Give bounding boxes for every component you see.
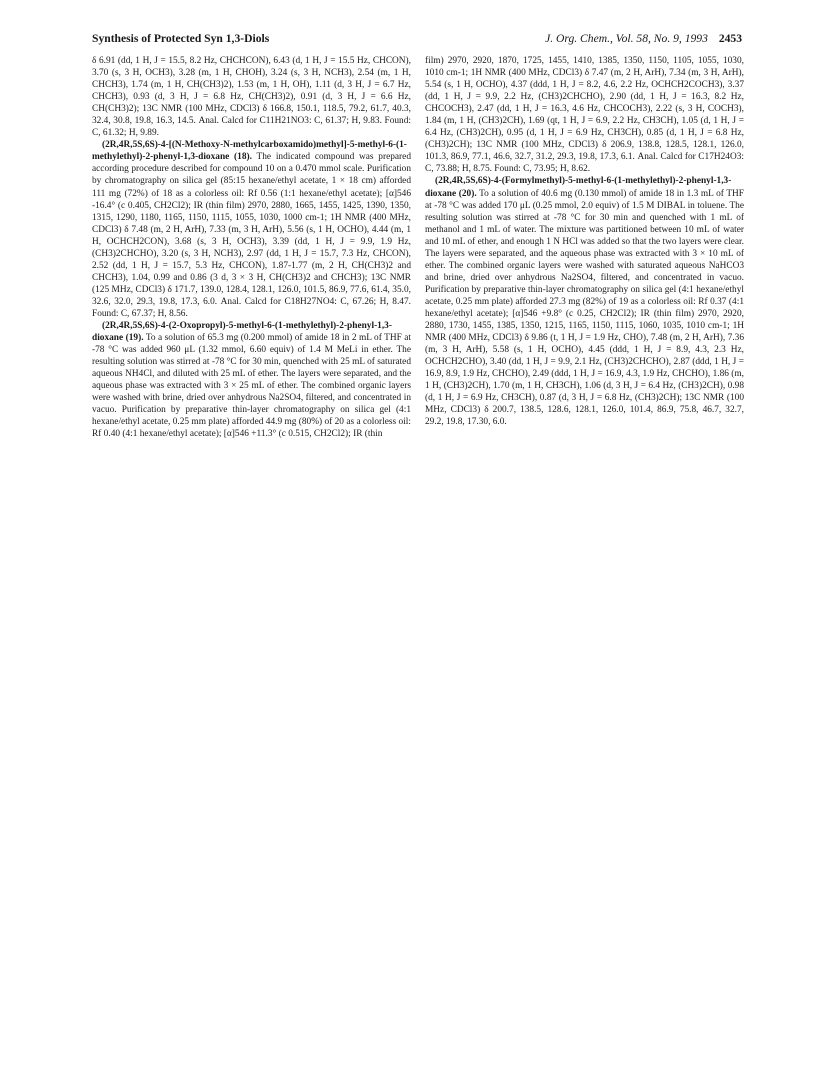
page-header bbox=[92, 32, 742, 50]
paragraph-continued: δ 6.91 (dd, 1 H, J = 15.5, 8.2 Hz, CHCHCON), 6.43 (d, 1 H, J = 15.5 Hz, CHCON), 3.70 (s, 3 H, OCH3), 3.28 (m, 1 H, CHOH), 3.24 (s, 3 H, NCH3), 2.54 (m, 1 H, CHCH3), 1.74 (m, 1 H, CH(CH3)2), 1.53 (m, 1 H, OH), 1.11 (d, 3 H, J = 6.7 Hz, CHCH3), 0.93 (d, 3 H, J = 6.8 Hz, CH(CH3)2), 0.91 (d, 3 H, J = 6.6 Hz, CH(CH3)2); 13C NMR (100 MHz, CDCl3) δ 166.8, 150.1, 118.5, 79.2, 61.7, 40.3, 32.4, 30.8, 19.8, 16.3, 14.5. Anal. Calcd for C11H21NO3: C, 61.37; H, 9.83. Found: C, 61.32; H, 9.89. bbox=[92, 56, 411, 139]
paragraph-body: To a solution of 40.6 mg (0.130 mmol) of amide 18 in 1.3 mL of THF at -78 °C was added 170 μL (0.25 mmol, 2.0 equiv) of 1.5 M DIBAL in toluene. The resulting solution was stirred at -78 °C for 30 min and quenched with 1 mL of methanol and 1 mL of water. The mixture was partitioned between 10 mL of water and 10 mL of ether, and enough 1 N HCl was added so that the two layers were clear. The layers were separated, and the aqueous phase was extracted with 3 × 10 mL of ether. The combined organic layers were washed with saturated aqueous NaHCO3 and brine, dried over anhydrous Na2SO4, filtered, and concentrated in vacuo. Purification by preparative thin-layer chromatography on silica gel (4:1 hexane/ethyl acetate, 0.25 mm plate) afforded 27.3 mg (82%) of 19 as a colorless oil: Rf 0.37 (4:1 hexane/ethyl acetate); [α]546 +9.8° (c 0.25, CH2Cl2); IR (thin film) 2970, 2920, 2880, 1730, 1455, 1385, 1350, 1215, 1165, 1150, 1115, 1060, 1035, 1010 cm-1; 1H NMR (400 MHz, CDCl3) δ 9.86 (t, 1 H, J = 1.9 Hz, CHO), 7.48 (m, 2 H, ArH), 7.36 (m, 3 H, ArH), 5.58 (s, 1 H, OCHO), 4.45 (ddd, 1 H, J = 8.9, 4.3, 2.3 Hz, OCHCH2CHO), 3.40 (dd, 1 H, J = 9.9, 2.1 Hz, (CH3)2CHCHO), 2.87 (ddd, 1 H, J = 16.9, 8.9, 1.9 Hz, CHCHO), 2.49 (ddd, 1 H, J = 16.9, 4.3, 1.9 Hz, CHCHO), 1.86 (m, 1 H, (CH3)2CH), 1.70 (m, 1 H, CH3CH), 1.06 (d, 3 H, J = 6.4 Hz, (CH3)2CH), 0.98 (d, 1 H, J = 6.9 Hz, CH3CH), 0.87 (d, 3 H, J = 6.8 Hz, (CH3)2CH); 13C NMR (100 MHz, CDCl3) δ 200.7, 138.5, 128.6, 128.1, 126.0, 101.4, 86.9, 75.8, 46.7, 32.7, 29.2, 19.8, 17.30, 6.0. bbox=[425, 188, 744, 428]
paragraph-continued: film) 2970, 2920, 1870, 1725, 1455, 1410, 1385, 1350, 1150, 1105, 1055, 1030, 1010 cm-1; 1H NMR (400 MHz, CDCl3) δ 7.47 (m, 2 H, ArH), 7.34 (m, 3 H, ArH), 5.54 (s, 1 H, OCHO), 4.37 (ddd, 1 H, J = 8.2, 4.6, 2.2 Hz, OCHCH2COCH3), 3.37 (dd, 1 H, J = 9.9, 2.2 Hz, (CH3)2CHCHO), 2.90 (dd, 1 H, J = 16.3, 8.2 Hz, CHCOCH3), 2.47 (dd, 1 H, J = 16.3, 4.6 Hz, CHCOCH3), 2.22 (s, 3 H, COCH3), 1.84 (m, 1 H, (CH3)2CH), 1.69 (qt, 1 H, J = 6.9, 2.2 Hz, CH3CH), 1.05 (d, 1 H, J = 6.4 Hz, (CH3)2CH), 0.95 (d, 1 H, J = 6.9 Hz, CH3CH), 0.85 (d, 1 H, J = 6.8 Hz, (CH3)2CH); 13C NMR (100 MHz, CDCl3) δ 206.9, 138.8, 128.5, 128.1, 126.0, 101.3, 86.9, 77.1, 46.6, 32.7, 31.2, 29.3, 19.8, 17.3, 6.1. Anal. Calcd for C17H24O3: C, 73.88; H, 8.75. Found: C, 73.95; H, 8.62. bbox=[425, 56, 744, 175]
running-title: Synthesis of Protected Syn 1,3-Diols bbox=[92, 32, 270, 45]
paragraph-compound-18 bbox=[92, 139, 411, 320]
compound-title-19: (2R,4R,5S,6S)-4-(2-Oxopropyl)-5-methyl-6-(1-methylethyl)-2-phenyl-1,3-dioxane (19). bbox=[92, 321, 392, 344]
paragraph-compound-20 bbox=[425, 175, 744, 428]
compound-title-18: (2R,4R,5S,6S)-4-[(N-Methoxy-N-methylcarboxamido)methyl]-5-methyl-6-(1-methylethyl)-2-phenyl-1,3-dioxane (18). bbox=[92, 140, 407, 163]
right-column bbox=[425, 55, 744, 428]
compound-title-20: (2R,4R,5S,6S)-4-(Formylmethyl)-5-methyl-6-(1-methylethyl)-2-phenyl-1,3-dioxane (20). bbox=[425, 176, 732, 199]
paragraph-body: To a solution of 65.3 mg (0.200 mmol) of amide 18 in 2 mL of THF at -78 °C was added 960 μL (1.32 mmol, 6.60 equiv) of 1.4 M MeLi in ether. The resulting solution was stirred at -78 °C for 30 min, quenched with 25 mL of saturated aqueous NH4Cl, and diluted with 25 mL of ether. The layers were separated, and the aqueous phase was extracted with 3 × 25 mL of ether. The combined organic layers were washed with brine, dried over anhydrous Na2SO4, filtered, and concentrated in vacuo. Purification by preparative thin-layer chromatography on silica gel (4:1 hexane/ethyl acetate, 0.25 mm plate) afforded 44.9 mg (80%) of 20 as a colorless oil: Rf 0.40 (4:1 hexane/ethyl acetate); [α]546 +11.3° (c 0.515, CH2Cl2); IR (thin bbox=[92, 333, 412, 440]
left-column bbox=[92, 55, 411, 441]
paragraph-compound-19 bbox=[92, 320, 411, 440]
journal-name: J. Org. Chem., Vol. 58, No. 9, 1993 bbox=[545, 32, 708, 45]
page-number: 2453 bbox=[718, 32, 742, 45]
paragraph-body: The indicated compound was prepared according procedure described for compound 10 on a 0.470 mmol scale. Purification by chromatography on silica gel (85:15 hexane/ethyl acetate, 1 × 18 cm) afforded 111 mg (72%) of 18 as a colorless oil: Rf 0.56 (1:1 hexane/ethyl acetate); [α]546 -16.4° (c 0.405, CH2Cl2); IR (thin film) 2970, 2880, 1665, 1455, 1425, 1390, 1350, 1315, 1290, 1180, 1165, 1150, 1115, 1055, 1030, 1000 cm-1; 1H NMR (400 MHz, CDCl3) δ 7.48 (m, 2 H, ArH), 7.33 (m, 3 H, ArH), 5.56 (s, 1 H, OCHO), 4.44 (m, 1 H, OCHCH2CON), 3.68 (s, 3 H, OCH3), 3.39 (dd, 1 H, J = 9.9, 1.9 Hz, (CH3)2CHCHO), 3.20 (s, 3 H, NCH3), 2.97 (dd, 1 H, J = 15.7, 7.3 Hz, CHCON), 2.52 (dd, 1 H, J = 15.7, 5.3 Hz, CHCON), 1.87-1.77 (m, 2 H, CH(CH3)2 and CHCH3), 1.04, 0.99 and 0.86 (3 d, 3 × 3 H, CH(CH3)2 and CHCH3); 13C NMR (125 MHz, CDCl3) δ 171.7, 139.0, 128.4, 128.1, 126.0, 101.5, 86.9, 77.6, 61.4, 35.0, 32.6, 32.0, 29.3, 19.8, 17.3, 6.0. Anal. Calcd for C18H27NO4: C, 67.26; H, 8.47. Found: C, 67.37; H, 8.56. bbox=[92, 152, 411, 319]
journal-citation bbox=[545, 32, 742, 45]
